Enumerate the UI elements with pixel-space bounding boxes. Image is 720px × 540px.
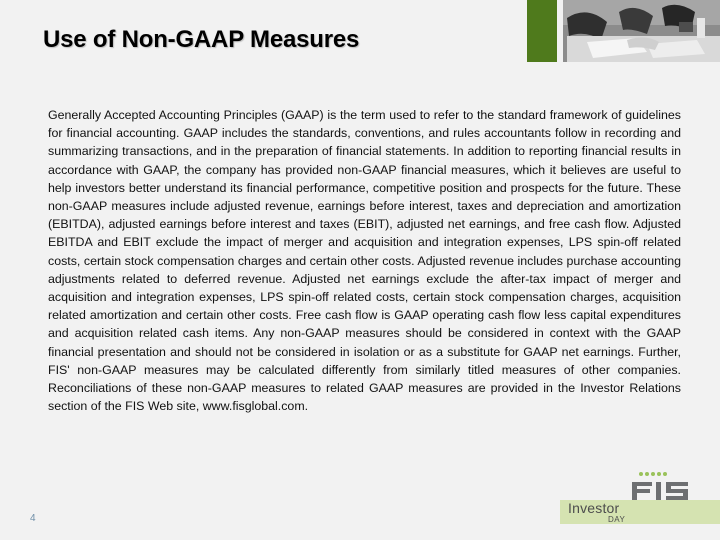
fis-logo-icon bbox=[630, 470, 700, 504]
investor-label: Investor bbox=[568, 500, 620, 516]
page-number: 4 bbox=[30, 513, 36, 524]
fis-logo bbox=[630, 470, 700, 504]
business-meeting-photo-icon bbox=[527, 0, 720, 62]
investor-day-banner bbox=[560, 500, 720, 524]
header-photo bbox=[527, 0, 720, 62]
day-label: DAY bbox=[608, 515, 626, 524]
body-paragraph: Generally Accepted Accounting Principles (GAAP) is the term used to refer to the standard framework of guidelines for financial accounting. GAAP includes the standards, conventions, and rules accountants follow in recording and summarizing transactions, and in the preparation of financial statements. In addition to reporting financial results in accordance with GAAP, the company has provided non-GAAP financial measures, which it believes are useful to help investors better understand its financial performance, competitive position and prospects for the future. These non-GAAP measures include adjusted revenue, earnings before interest, taxes and depreciation and amortization (EBITDA), adjusted earnings before interest and taxes (EBIT), adjusted net earnings, and free cash flow. Adjusted EBITDA and EBIT exclude the impact of merger and acquisition and integration expenses, LPS spin-off related costs, certain stock compensation charges and certain other costs. Adjusted revenue includes purchase accounting adjustments related to deferred revenue. Adjusted net earnings exclude the after-tax impact of merger and acquisition and integration expenses, LPS spin-off related costs, certain stock compensation charges, acquisition related amortization and certain other costs. Free cash flow is GAAP operating cash flow less capital expenditures and acquisition related cash items. Any non-GAAP measures should be considered in context with the GAAP financial presentation and should not be considered in isolation or as a substitute for GAAP net earnings. Further, FIS' non-GAAP measures may be calculated differently from similarly titled measures of other companies. Reconciliations of these non-GAAP measures to related GAAP measures are provided in the Investor Relations section of the FIS Web site, www.fisglobal.com. bbox=[48, 108, 681, 414]
slide-title: Use of Non-GAAP Measures bbox=[43, 26, 360, 53]
